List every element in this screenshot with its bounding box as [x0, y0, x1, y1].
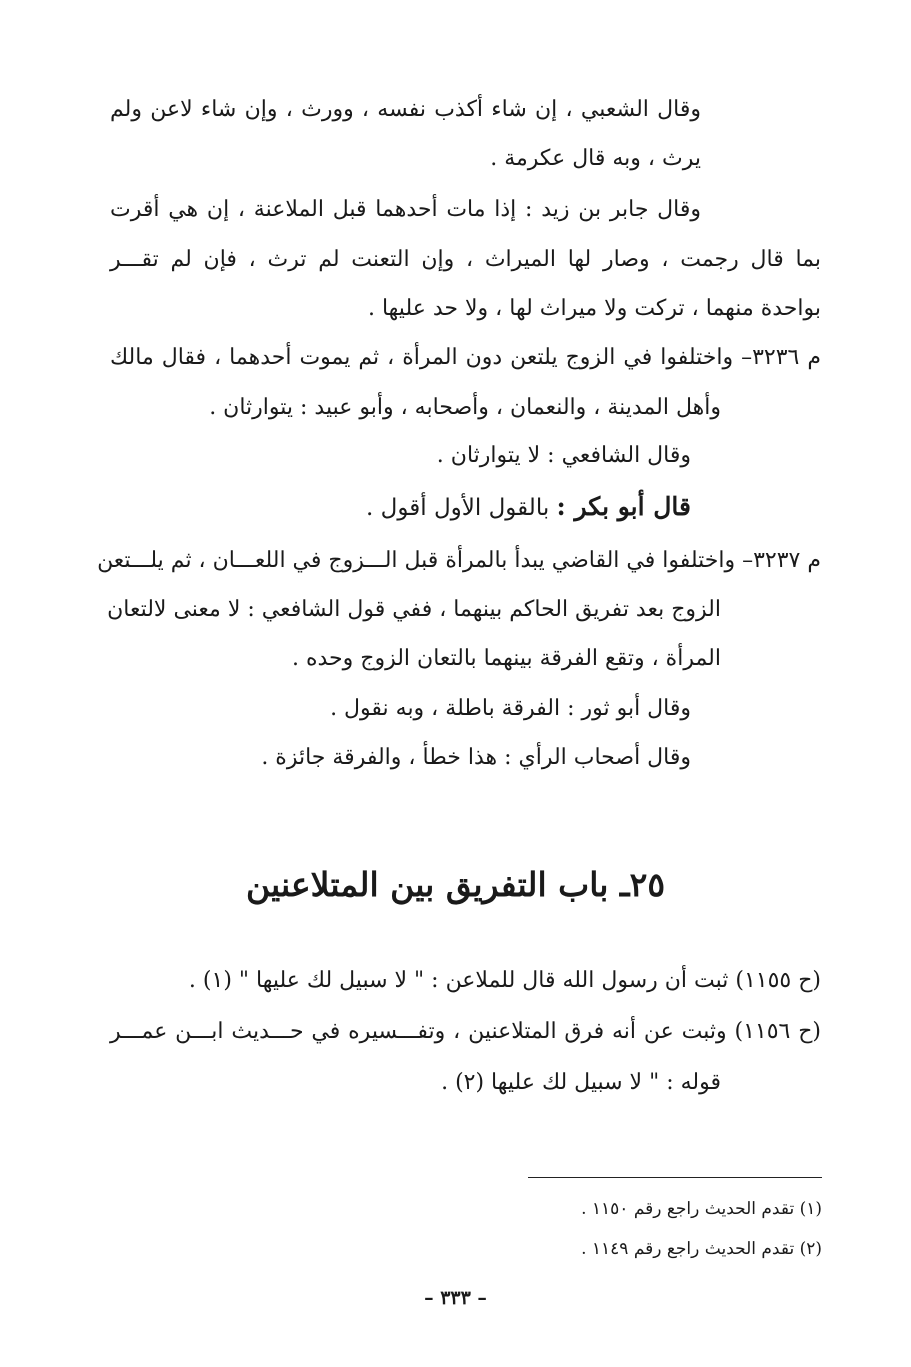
text-line: وقال أصحاب الرأي : هذا خطأ ، والفرقة جائزة . [261, 745, 691, 770]
numbered-paragraph: م ٣٢٣٧– واختلفوا في القاضي يبدأ بالمرأة قبل الـــزوج في اللعـــان ، ثم يلـــتعن [97, 548, 821, 573]
footnote-divider [528, 1177, 822, 1178]
page-number: – ٣٣٣ – [424, 1287, 487, 1309]
text-line: وقال الشعبي ، إن شاء أكذب نفسه ، وورث ، وإن شاء لاعن ولم [110, 97, 701, 122]
footnote: (١) تقدم الحديث راجع رقم ١١٥٠ . [581, 1199, 822, 1219]
hadith-line: قوله : " لا سبيل لك عليها (٢) . [441, 1070, 721, 1095]
author-statement [366, 492, 691, 523]
text-line: وأهل المدينة ، والنعمان ، وأصحابه ، وأبو عبيد : يتوارثان . [209, 395, 721, 420]
chapter-heading: ٢٥ـ باب التفريق بين المتلاعنين [245, 865, 666, 904]
text-line: بما قال رجمت ، وصار لها الميراث ، وإن التعنت لم ترث ، فإن لم تقـــر [110, 247, 821, 272]
text-line: بواحدة منهما ، تركت ولا ميراث لها ، ولا حد عليها . [367, 296, 821, 321]
hadith-line: (ح ١١٥٦) وثبت عن أنه فرق المتلاعنين ، وتفـــسيره في حـــديث ابـــن عمـــر [110, 1019, 821, 1044]
numbered-paragraph: م ٣٢٣٦– واختلفوا في الزوج يلتعن دون المرأة ، ثم يموت أحدهما ، فقال مالك [110, 345, 821, 370]
footnote: (٢) تقدم الحديث راجع رقم ١١٤٩ . [581, 1239, 822, 1259]
text-line: يرث ، وبه قال عكرمة . [490, 146, 701, 171]
hadith-line: (ح ١١٥٥) ثبت أن رسول الله قال للملاعن : " لا سبيل لك عليها " (١) . [188, 968, 821, 993]
author-label: قال أبو بكر : [556, 492, 691, 521]
text-line: وقال أبو ثور : الفرقة باطلة ، وبه نقول . [330, 696, 691, 721]
text-line: وقال جابر بن زيد : إذا مات أحدهما قبل الملاعنة ، إن هي أقرت [110, 197, 701, 222]
text-line: الزوج بعد تفريق الحاكم بينهما ، ففي قول الشافعي : لا معنى لالتعان [107, 597, 721, 622]
author-statement-text: بالقول الأول أقول . [366, 495, 557, 521]
text-line: وقال الشافعي : لا يتوارثان . [436, 443, 691, 468]
text-line: المرأة ، وتقع الفرقة بينهما بالتعان الزوج وحده . [291, 646, 721, 671]
